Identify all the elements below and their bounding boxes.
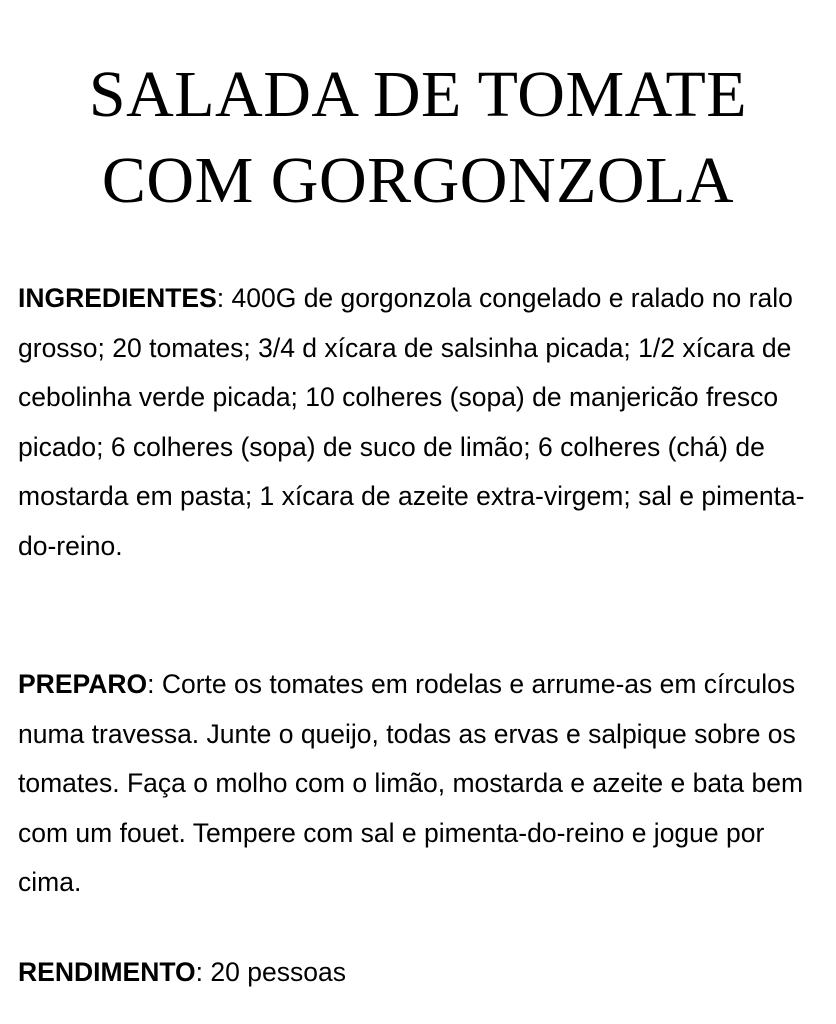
yield-section (18, 948, 818, 998)
ingredients-text: : 400G de gorgonzola congelado e ralado no ralo grosso; 20 tomates; 3/4 d xícara de salsinha picada; 1/2 xícara de cebolinha verde picada; 10 colheres (sopa) de manjericão fresco picado; 6 colheres (sopa) de suco de limão; 6 colheres (chá) de mostarda em pasta; 1 xícara de azeite extra-virgem; sal e pimenta-do-reino. (18, 283, 805, 561)
recipe-title-line-2: COM GORGONZOLA (101, 144, 735, 217)
preparation-label: PREPARO (18, 669, 148, 699)
yield-text: : 20 pessoas (195, 957, 346, 987)
preparation-section (18, 660, 818, 908)
ingredients-section (18, 274, 818, 571)
recipe-title-line-1: SALADA DE TOMATE (88, 58, 748, 131)
recipe-title (0, 52, 836, 224)
ingredients-label: INGREDIENTES (18, 283, 217, 313)
preparation-text: : Corte os tomates em rodelas e arrume-as em círculos numa travessa. Junte o queijo, todas as ervas e salpique sobre os tomates. Faça o molho com o limão, mostarda e azeite e bata bem com um fouet. Tempere com sal e pimenta-do-reino e jogue por cima. (18, 669, 804, 897)
yield-label: RENDIMENTO (18, 957, 196, 987)
